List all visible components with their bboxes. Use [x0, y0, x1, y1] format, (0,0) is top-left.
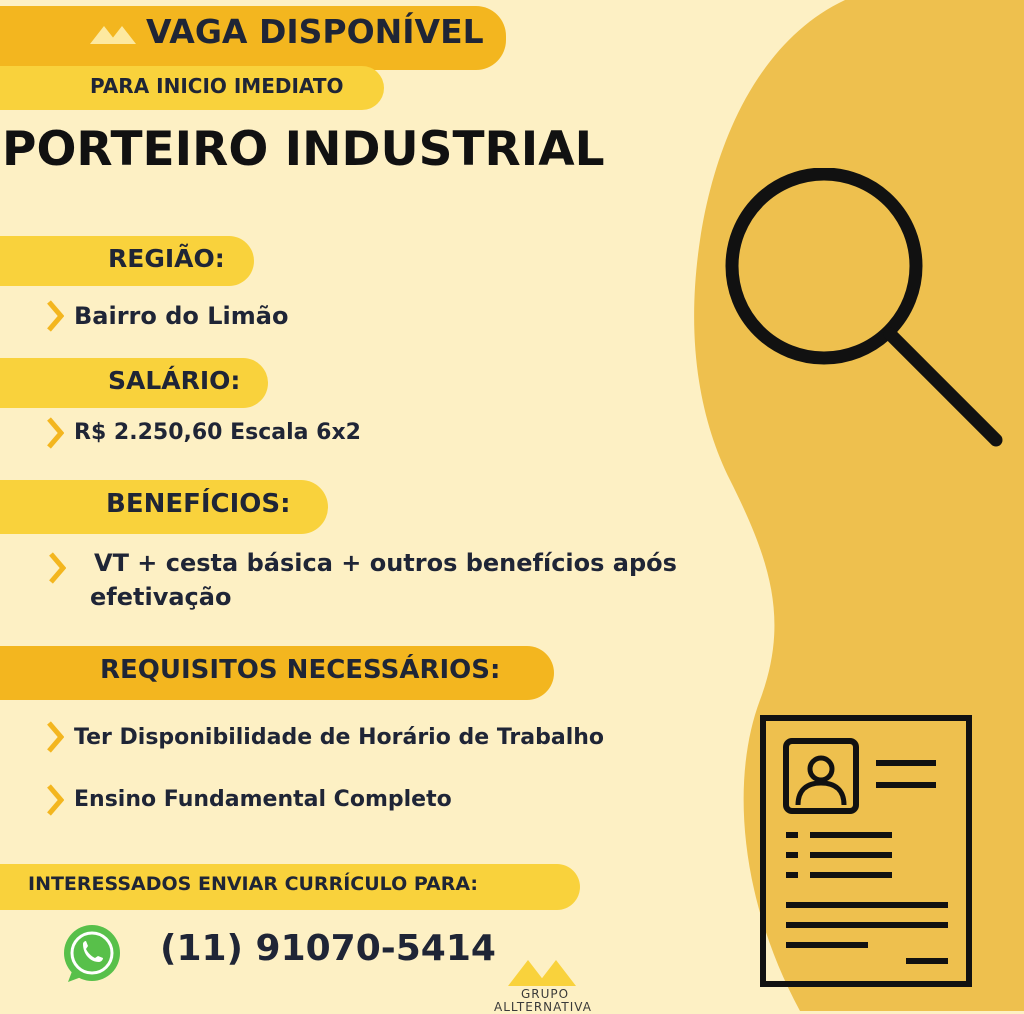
- benefits-value-line2: efetivação: [90, 583, 232, 611]
- benefits-heading: BENEFÍCIOS:: [106, 489, 291, 519]
- requirement-item: Ensino Fundamental Completo: [74, 787, 452, 812]
- requirement-item: Ter Disponibilidade de Horário de Trabalho: [74, 725, 605, 750]
- chevron-right-icon: [48, 551, 66, 585]
- contact-phone[interactable]: (11) 91070-5414: [160, 928, 496, 969]
- benefits-value-line1: VT + cesta básica + outros benefícios após: [94, 549, 677, 577]
- logo-text-line2: ALLTERNATIVA: [494, 1000, 592, 1014]
- chevron-right-icon: [46, 720, 64, 754]
- chevron-right-icon: [46, 783, 64, 817]
- chevron-right-icon: [46, 299, 64, 333]
- salary-value: R$ 2.250,60 Escala 6x2: [74, 420, 361, 445]
- resume-icon: [758, 713, 974, 989]
- region-value: Bairro do Limão: [74, 302, 289, 330]
- salary-heading: SALÁRIO:: [108, 366, 241, 395]
- region-heading: REGIÃO:: [108, 244, 225, 273]
- chevron-right-icon: [46, 416, 64, 450]
- requirements-heading: REQUISITOS NECESSÁRIOS:: [100, 655, 501, 685]
- search-icon: [718, 168, 1008, 458]
- contact-heading: INTERESSADOS ENVIAR CURRÍCULO PARA:: [28, 873, 479, 895]
- vacancy-badge-label: VAGA DISPONÍVEL: [146, 12, 484, 51]
- logo-mark-icon: [90, 22, 136, 46]
- whatsapp-icon[interactable]: [60, 922, 124, 986]
- start-label: PARA INICIO IMEDIATO: [90, 74, 344, 98]
- job-title: PORTEIRO INDUSTRIAL: [2, 122, 605, 177]
- logo-text-line1: GRUPO: [521, 987, 570, 1001]
- company-logo-icon: [506, 954, 582, 988]
